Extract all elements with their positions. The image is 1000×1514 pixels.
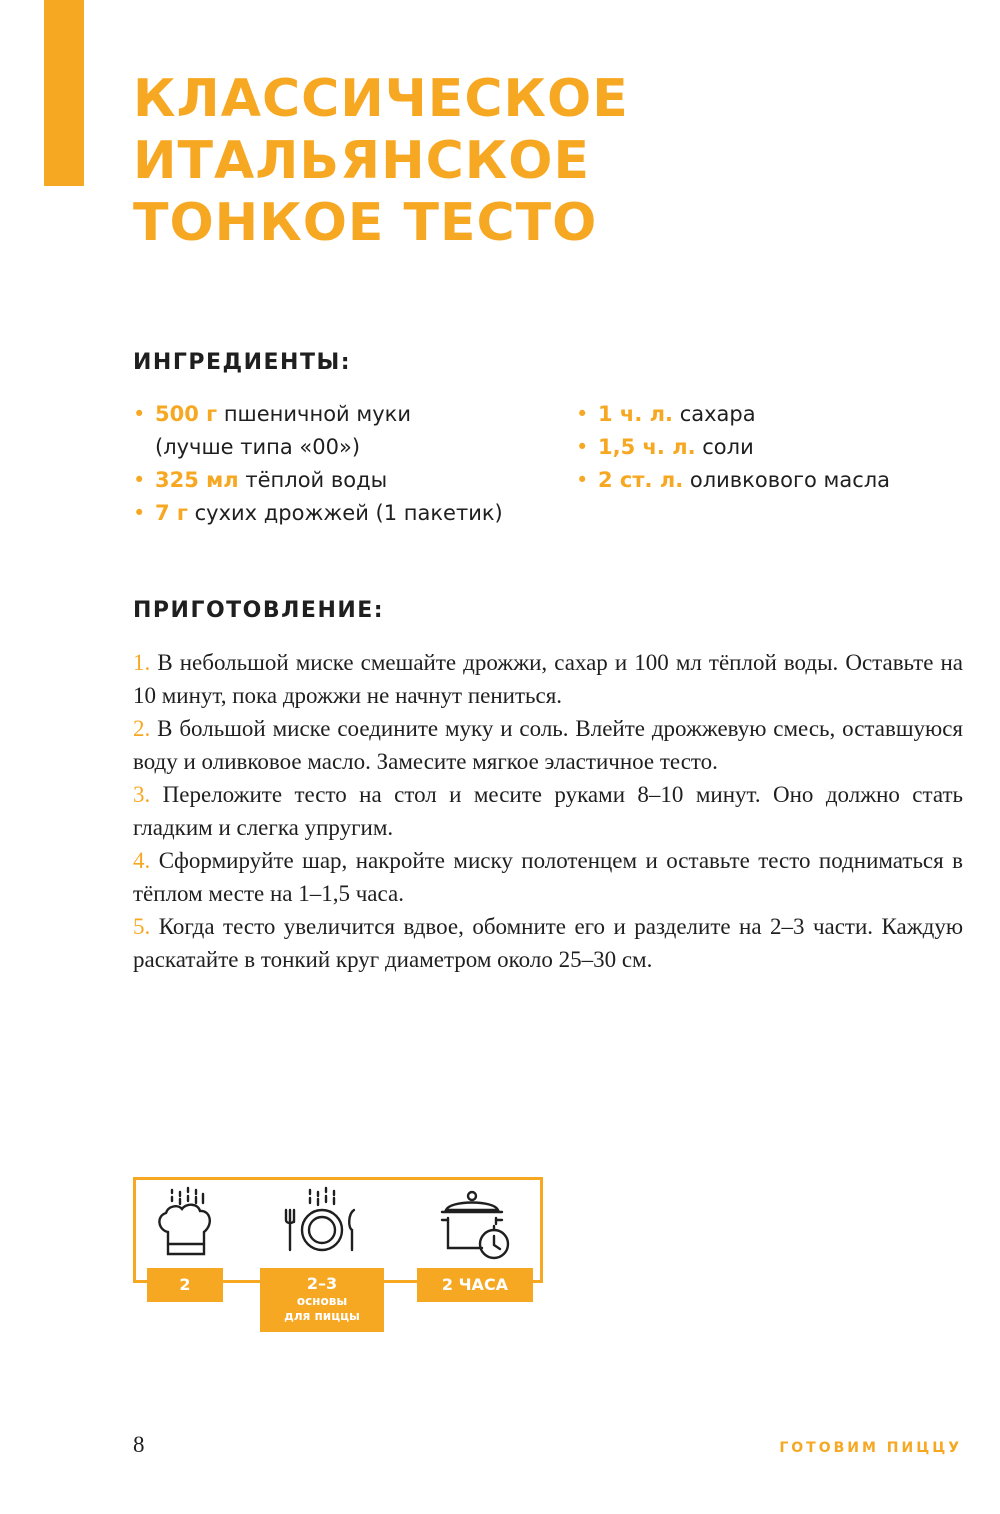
ingredient-amount: 7 г <box>155 501 188 525</box>
yield-value: 2–3 <box>306 1274 338 1293</box>
ingredient-item <box>133 497 503 530</box>
chef-hat-icon <box>150 1186 222 1262</box>
ingredient-note: (лучше типа «00») <box>155 435 361 459</box>
step-number: 1. <box>133 650 151 675</box>
ingredient-text: тёплой воды <box>245 468 388 492</box>
time-value: 2 ЧАСА <box>441 1275 509 1294</box>
section-label: ГОТОВИМ ПИЦЦУ <box>779 1440 962 1456</box>
step-text: Сформируйте шар, накройте миску полотенцем и оставьте тесто подниматься в тёплом месте на 1–1,5 часа. <box>133 848 964 906</box>
ingredient-item <box>576 398 890 431</box>
ingredient-amount: 2 ст. л. <box>598 468 684 492</box>
step <box>133 844 963 910</box>
step <box>133 712 963 778</box>
ingredients-list-left <box>133 398 503 530</box>
ingredient-text: сахара <box>679 402 756 426</box>
ingredient-amount: 325 мл <box>155 468 239 492</box>
yield-label-1: основы <box>296 1294 348 1308</box>
servings-value: 2 <box>179 1275 191 1294</box>
ingredients-list-right <box>576 398 890 497</box>
step-number: 2. <box>133 716 151 741</box>
time-badge <box>417 1268 533 1302</box>
step-number: 3. <box>133 782 151 807</box>
ingredient-amount: 1 ч. л. <box>598 402 673 426</box>
title-line-1: КЛАССИЧЕСКОЕ <box>133 69 629 129</box>
step-text: Переложите тесто на стол и месите руками 8–10 минут. Оно должно стать гладким и слегка упругим. <box>133 782 964 840</box>
ingredient-item <box>576 431 890 464</box>
plate-cutlery-icon <box>280 1186 364 1262</box>
ingredient-item <box>576 464 890 497</box>
page-number: 8 <box>133 1432 145 1457</box>
step <box>133 646 963 712</box>
ingredient-amount: 500 г <box>155 402 218 426</box>
title-line-3: ТОНКОЕ ТЕСТО <box>133 193 598 253</box>
pot-timer-icon <box>440 1188 516 1262</box>
step <box>133 778 963 844</box>
step-number: 4. <box>133 848 151 873</box>
preparation-heading: ПРИГОТОВЛЕНИЕ: <box>133 598 385 623</box>
step-text: В небольшой миске смешайте дрожжи, сахар и 100 мл тёплой воды. Оставьте на 10 минут, пока дрожжи не начнут пениться. <box>133 650 964 708</box>
ingredient-text: сухих дрожжей (1 пакетик) <box>194 501 503 525</box>
ingredient-amount: 1,5 ч. л. <box>598 435 696 459</box>
ingredient-text: оливкового масла <box>689 468 891 492</box>
step-text: Когда тесто увеличится вдвое, обомните его и разделите на 2–3 части. Каждую раскатайте в тонкий круг диаметром около 25–30 см. <box>133 914 964 972</box>
preparation-steps <box>133 646 963 976</box>
page-title <box>133 68 953 254</box>
yield-badge <box>260 1268 384 1332</box>
yield-label-2: для пиццы <box>284 1309 360 1323</box>
accent-side-bar <box>44 0 84 186</box>
step-text: В большой миске соедините муку и соль. Влейте дрожжевую смесь, оставшуюся воду и оливковое масло. Замесите мягкое эластичное тесто. <box>133 716 964 774</box>
title-line-2: ИТАЛЬЯНСКОЕ <box>133 131 591 191</box>
servings-badge <box>147 1268 223 1302</box>
ingredients-heading: ИНГРЕДИЕНТЫ: <box>133 350 352 375</box>
step <box>133 910 963 976</box>
ingredient-text: соли <box>702 435 754 459</box>
step-number: 5. <box>133 914 151 939</box>
ingredient-text: пшеничной муки <box>223 402 411 426</box>
ingredient-item <box>133 398 503 464</box>
ingredient-item <box>133 464 503 497</box>
